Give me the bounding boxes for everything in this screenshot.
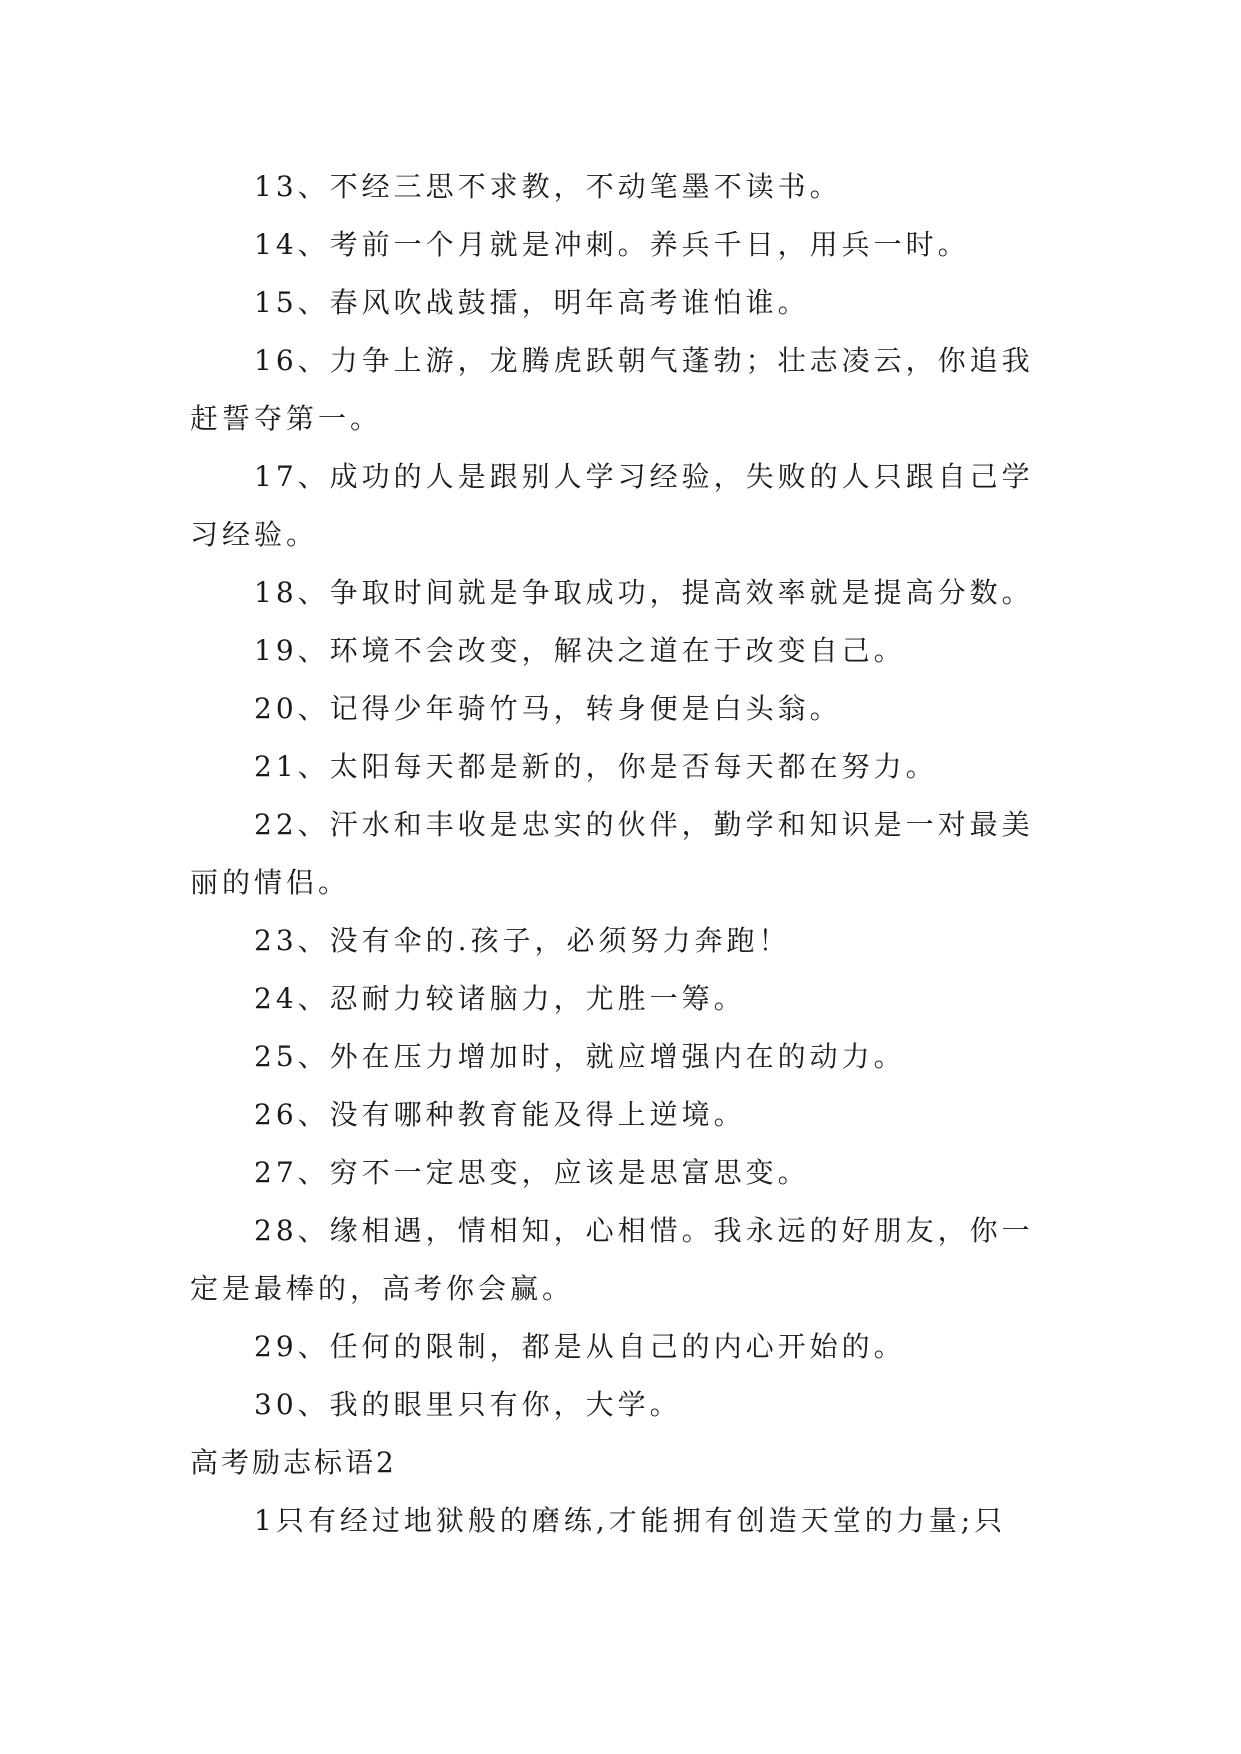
slogan-item-22: 22、汗水和丰收是忠实的伙伴，勤学和知识是一对最美丽的情侣。 xyxy=(190,808,1034,899)
section-heading: 高考励志标语2 xyxy=(190,1446,397,1479)
slogan-item-14: 14、考前一个月就是冲刺。养兵千日，用兵一时。 xyxy=(254,228,970,261)
document-body xyxy=(190,158,1050,1550)
slogan-item-30: 30、我的眼里只有你，大学。 xyxy=(254,1388,682,1421)
slogan-item-26: 26、没有哪种教育能及得上逆境。 xyxy=(254,1098,746,1131)
slogan-item-19: 19、环境不会改变，解决之道在于改变自己。 xyxy=(254,634,906,667)
slogan-item-13: 13、不经三思不求教，不动笔墨不读书。 xyxy=(254,170,842,203)
slogan-item-15: 15、春风吹战鼓擂，明年高考谁怕谁。 xyxy=(254,286,810,319)
slogan-item-29: 29、任何的限制，都是从自己的内心开始的。 xyxy=(254,1330,906,1363)
slogan-item-18: 18、争取时间就是争取成功，提高效率就是提高分数。 xyxy=(254,576,1034,609)
slogan-item-23: 23、没有伞的.孩子，必须努力奔跑！ xyxy=(254,924,791,957)
slogan-item-16: 16、力争上游，龙腾虎跃朝气蓬勃；壮志凌云，你追我赶誓夺第一。 xyxy=(190,344,1034,435)
slogan-item-21: 21、太阳每天都是新的，你是否每天都在努力。 xyxy=(254,750,938,783)
slogan-item-28: 28、缘相遇，情相知，心相惜。我永远的好朋友，你一定是最棒的，高考你会赢。 xyxy=(190,1214,1034,1305)
slogan-item-next: 1只有经过地狱般的磨练,才能拥有创造天堂的力量;只 xyxy=(254,1504,1007,1537)
slogan-item-24: 24、忍耐力较诸脑力，尤胜一筹。 xyxy=(254,982,746,1015)
slogan-item-27: 27、穷不一定思变，应该是思富思变。 xyxy=(254,1156,810,1189)
slogan-item-17: 17、成功的人是跟别人学习经验，失败的人只跟自己学习经验。 xyxy=(190,460,1034,551)
slogan-item-20: 20、记得少年骑竹马，转身便是白头翁。 xyxy=(254,692,842,725)
slogan-item-25: 25、外在压力增加时，就应增强内在的动力。 xyxy=(254,1040,906,1073)
